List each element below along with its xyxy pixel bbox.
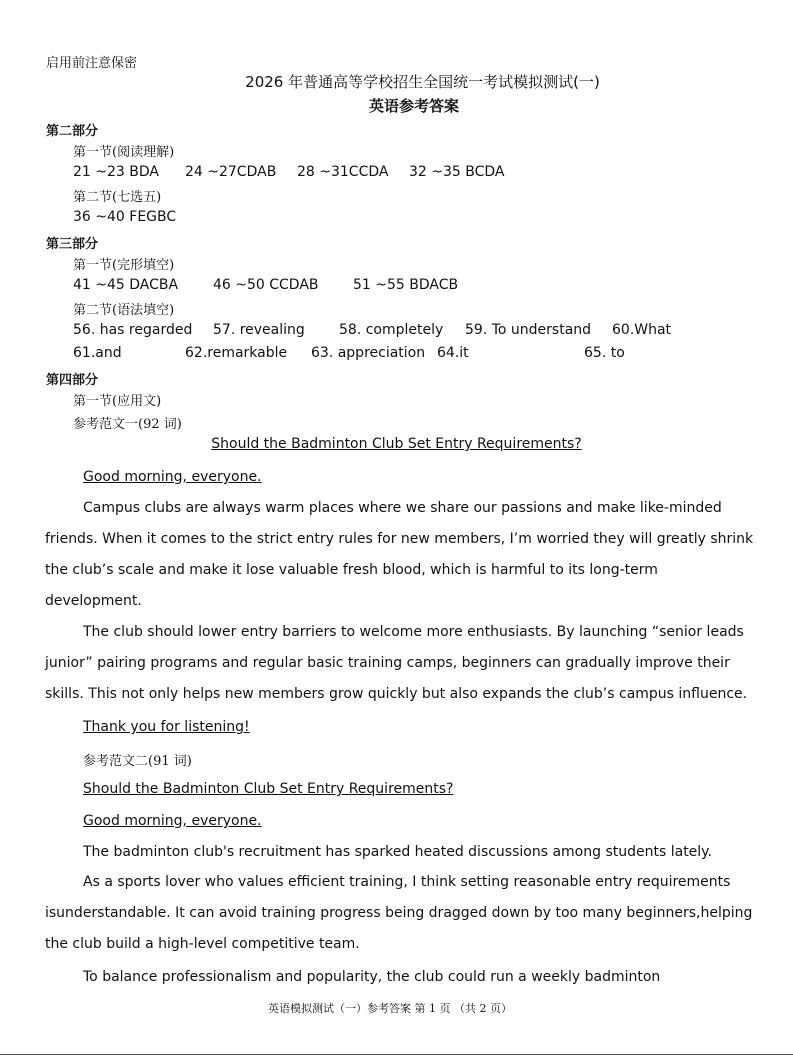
part3-heading: 第三部分 [46,237,99,252]
part4-heading: 第四部分 [46,373,99,388]
sample1-closing: Thank you for listening! [83,719,250,735]
answer-32-35: 32 ~35 BCDA [409,164,505,180]
answer-57: 57. revealing [213,322,305,338]
answer-63: 63. appreciation [311,345,426,361]
sample2-paragraph-1: The badminton club's recruitment has sparked heated discussions among students lately. [83,844,712,860]
doc-title: 英语参考答案 [368,97,459,115]
sample1-paragraph-2: The club should lower entry barriers to welcome more enthusiasts. By launching “senior leads junior” pairing programs and regular basic training camps, beginners can gradually improve their skills. This not only helps new members grow quickly but also expands the club’s campus influence. [45,624,748,702]
sample2-greeting: Good morning, everyone. [83,813,262,829]
answer-60: 60.What [612,322,672,338]
confidential-notice: 启用前注意保密 [46,56,138,71]
part2-sec1-label: 第一节(阅读理解) [73,145,175,160]
page-footer: 英语模拟测试（一）参考答案 第 1 页 （共 2 页） [268,1002,512,1015]
answer-36-40: 36 ~40 FEGBC [73,209,177,225]
answer-46-50: 46 ~50 CCDAB [213,277,319,293]
part2-sec2-label: 第二节(七选五) [73,190,162,205]
answer-58: 58. completely [339,322,444,338]
answer-21-23: 21 ~23 BDA [73,164,159,180]
sample2-label: 参考范文二(91 词) [83,754,192,769]
exam-title: 2026 年普通高等学校招生全国统一考试模拟测试(一) [245,73,600,91]
sample2-paragraph-3: To balance professionalism and popularity, the club could run a weekly badminton [83,969,661,985]
answer-61: 61.and [73,345,122,361]
sample2-paragraph-2: As a sports lover who values efficient training, I think setting reasonable entry requirements isunderstandable. It can avoid training progress being dragged down by too many beginners,helping the club build a high-level competitive team. [45,874,753,952]
part3-sec2-label: 第二节(语法填空) [73,303,175,318]
answer-62: 62.remarkable [185,345,288,361]
answer-64: 64.it [437,345,469,361]
sample1-paragraph-1: Campus clubs are always warm places where we share our passions and make like-minded friends. When it comes to the strict entry rules for new members, I’m worried they will greatly shrink the club’s scale and make it lose valuable fresh blood, which is harmful to its long-term development. [45,500,754,609]
answer-41-45: 41 ~45 DACBA [73,277,179,293]
answer-65: 65. to [584,345,625,361]
sample1-greeting: Good morning, everyone. [83,469,262,485]
answer-51-55: 51 ~55 BDACB [353,277,459,293]
answer-28-31: 28 ~31CCDA [297,164,389,180]
answer-24-27: 24 ~27CDAB [185,164,277,180]
sample2-title: Should the Badminton Club Set Entry Requirements? [83,781,454,797]
answer-59: 59. To understand [465,322,592,338]
part3-sec1-label: 第一节(完形填空) [73,258,175,273]
sample1-title: Should the Badminton Club Set Entry Requirements? [211,436,582,452]
answer-56: 56. has regarded [73,322,193,338]
sample1-label: 参考范文一(92 词) [73,417,182,432]
part2-heading: 第二部分 [46,124,99,139]
part4-sec1-label: 第一节(应用文) [73,394,162,409]
bottom-rule [0,1054,793,1055]
